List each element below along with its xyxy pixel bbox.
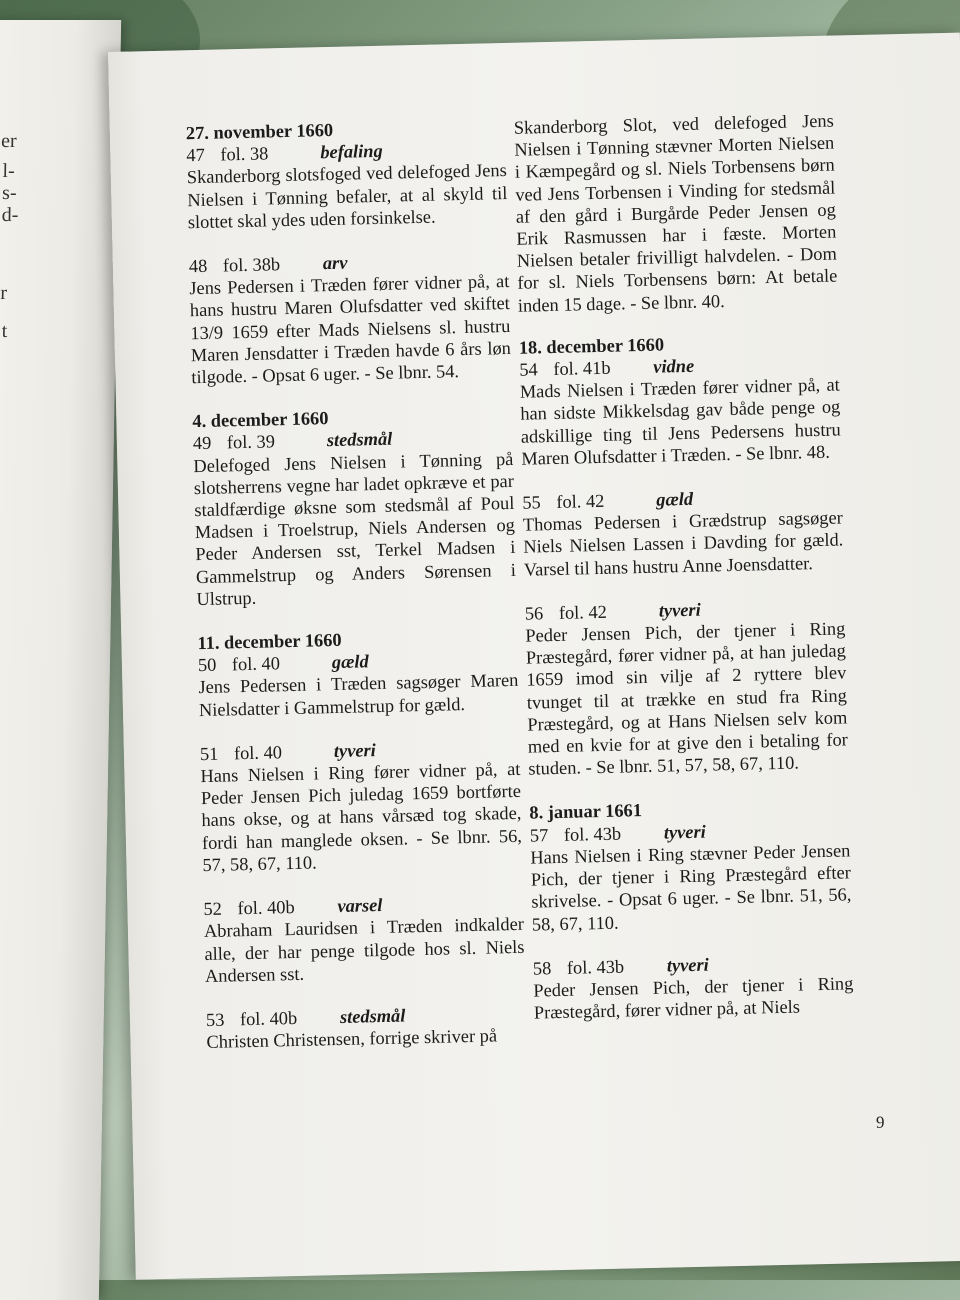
- entry-text: Skanderborg slotsfoged ved delefoged Jens Nielsen i Tønning befaler, at al skyld til slottet skal ydes uden forsinkelse.: [186, 160, 508, 233]
- entry-folio: fol. 40: [233, 742, 283, 764]
- entry-folio: fol. 40b: [239, 1007, 298, 1030]
- entry-category: gæld: [331, 651, 369, 673]
- left-page-edge: [0, 20, 121, 1300]
- right-column: [514, 110, 855, 1046]
- entry-date-heading: 8. januar 1661: [529, 800, 643, 824]
- record-entry: [533, 950, 854, 1024]
- entry-category: tyveri: [658, 599, 701, 621]
- entry-text: Christen Christensen, forrige skriver på: [206, 1025, 498, 1053]
- entry-number: 55: [522, 492, 541, 513]
- record-entry: [189, 248, 512, 388]
- entry-text: Thomas Pedersen i Grædstrup sagsøger Niels Nielsen Lassen i Davding for gæld. Varsel til hans hustru Anne Joensdatter.: [522, 507, 844, 580]
- record-entry: [525, 595, 849, 780]
- record-entry: [206, 1002, 527, 1054]
- entry-date-heading: 27. november 1660: [185, 119, 334, 144]
- entry-date-heading: 4. december 1660: [192, 408, 329, 432]
- record-entry: [192, 403, 516, 610]
- left-column: [186, 115, 528, 1075]
- record-entry: [514, 110, 838, 317]
- left-page-fragment: s-: [1, 182, 17, 204]
- entry-text: Hans Nielsen i Ring stævner Peder Jensen Pich, der tjener i Ring Præstegård efter skrivelse. - Opsat 6 uger. - Se lbnr. 51, 56, 58, 67, 110.: [530, 840, 852, 935]
- entry-folio: fol. 40: [231, 653, 281, 675]
- entry-number: 54: [519, 359, 538, 380]
- entry-category: varsel: [337, 895, 383, 917]
- record-entry: [200, 736, 523, 876]
- entry-category: tyveri: [333, 739, 377, 761]
- entry-text: Peder Jensen Pich, der tjener i Ring Præstegård, fører vidner på, at Niels: [533, 973, 854, 1023]
- entry-number: 49: [192, 433, 212, 454]
- entry-text: Mads Nielsen i Træden fører vidner på, at han sidste Mikkelsdag gav både penge og adskillige ting til Jens Pedersens hustru Maren Olufsdatter i Træden. - Se lbnr. 48.: [519, 374, 841, 469]
- entry-number: 56: [524, 603, 544, 624]
- entry-text: Jens Pedersen i Træden fører vidner på, at hans hustru Maren Olufsdatter ved skiftet 13/9 1659 efter Mads Nielsens sl. hustru Maren Jensdatter i Træden havde 6 års løn tilgode. - Opsat 6 uger. - Se lbnr. 54.: [189, 271, 512, 388]
- entry-number: 48: [188, 255, 208, 277]
- entry-folio: fol. 40b: [237, 897, 295, 919]
- entry-number: 52: [203, 898, 223, 920]
- entry-category: befaling: [320, 141, 383, 163]
- entry-category: gæld: [656, 488, 694, 510]
- entry-number: 47: [186, 145, 205, 166]
- entry-date-heading: 11. december 1660: [197, 629, 342, 654]
- left-page-fragment: er: [0, 130, 17, 152]
- page-number: 9: [875, 1112, 885, 1132]
- entry-folio: fol. 41b: [553, 357, 611, 380]
- entry-category: stedsmål: [339, 1005, 406, 1027]
- entry-text: Delefoged Jens Nielsen i Tønning på slotsherrens vegne har ladet opkræve et par staldfærdige øksne som stedsmål af Poul Madsen i Troelstrup, Niels Andersen og Peder Andersen sst, Terkel Madsen i Gammelstrup og Anders Sørensen i Ulstrup.: [193, 448, 517, 609]
- entry-date-heading: 18. december 1660: [518, 334, 665, 358]
- entry-folio: fol. 38b: [222, 254, 281, 276]
- left-page-fragment: l-: [2, 160, 15, 182]
- entry-number: 53: [205, 1009, 225, 1030]
- entry-number: 58: [532, 957, 552, 979]
- entry-category: tyveri: [663, 821, 706, 843]
- entry-text: Peder Jensen Pich, der tjener i Ring Præstegård, fører vidner på, at han juledag 1659 imod sin vilje af 2 ryttere blev tvunget til at trække en stud fra Ring Præstegård, og at Hans Nielsen selv kom med en kvie for at give den i betaling for studen. - Se lbnr. 51, 57, 58, 67, 110.: [525, 618, 849, 779]
- entry-folio: fol. 38: [220, 143, 269, 165]
- entry-text: Abraham Lauridsen i Træden indkalder alle, der har penge tilgode hos sl. Niels Andersen sst.: [203, 914, 525, 986]
- record-entry: [522, 485, 844, 581]
- entry-folio: fol. 39: [226, 431, 276, 453]
- entry-category: vidne: [653, 355, 695, 377]
- entry-text: Skanderborg Slot, ved delefoged Jens Nielsen i Tønning stævner Morten Nielsen i Kæmpegård og sl. Niels Torbensens børn ved Jens Torbensen i Vinding for stedsmål af den gård i Burgårde Peder Jensen og Erik Rasmussen har i fæste. Morten Nielsen betaler frivilligt halvdelen. - Dom for sl. Niels Torbensens børn: At betale inden 15 dage. - Se lbnr. 40.: [513, 110, 838, 316]
- entry-folio: fol. 43b: [563, 823, 622, 845]
- record-entry: [529, 795, 852, 935]
- record-entry: [197, 625, 519, 721]
- entry-text: Hans Nielsen i Ring fører vidner på, at Peder Jensen Pich juledag 1659 bortførte hans okse, og at hans vårsæd tog skade, fordi han manglede oksen. - Se lbnr. 56, 57, 58, 67, 110.: [200, 758, 523, 875]
- entry-category: tyveri: [666, 954, 709, 976]
- entry-category: arv: [322, 252, 348, 274]
- left-page-fragment: d-: [1, 204, 19, 226]
- entry-number: 57: [529, 824, 549, 846]
- entry-number: 50: [197, 654, 217, 676]
- left-page-fragment: r: [0, 282, 8, 304]
- record-entry: [186, 115, 508, 233]
- entry-folio: fol. 42: [558, 601, 608, 623]
- record-entry: [519, 329, 842, 469]
- entry-category: stedsmål: [326, 429, 393, 451]
- entry-folio: fol. 42: [556, 490, 605, 512]
- entry-number: 51: [199, 743, 219, 764]
- entry-text: Jens Pedersen i Træden sagsøger Maren Nielsdatter i Gammelstrup for gæld.: [198, 670, 519, 720]
- left-page-fragment: t: [1, 320, 8, 342]
- book-page: [108, 33, 960, 1280]
- record-entry: [203, 891, 525, 987]
- entry-folio: fol. 43b: [566, 956, 625, 978]
